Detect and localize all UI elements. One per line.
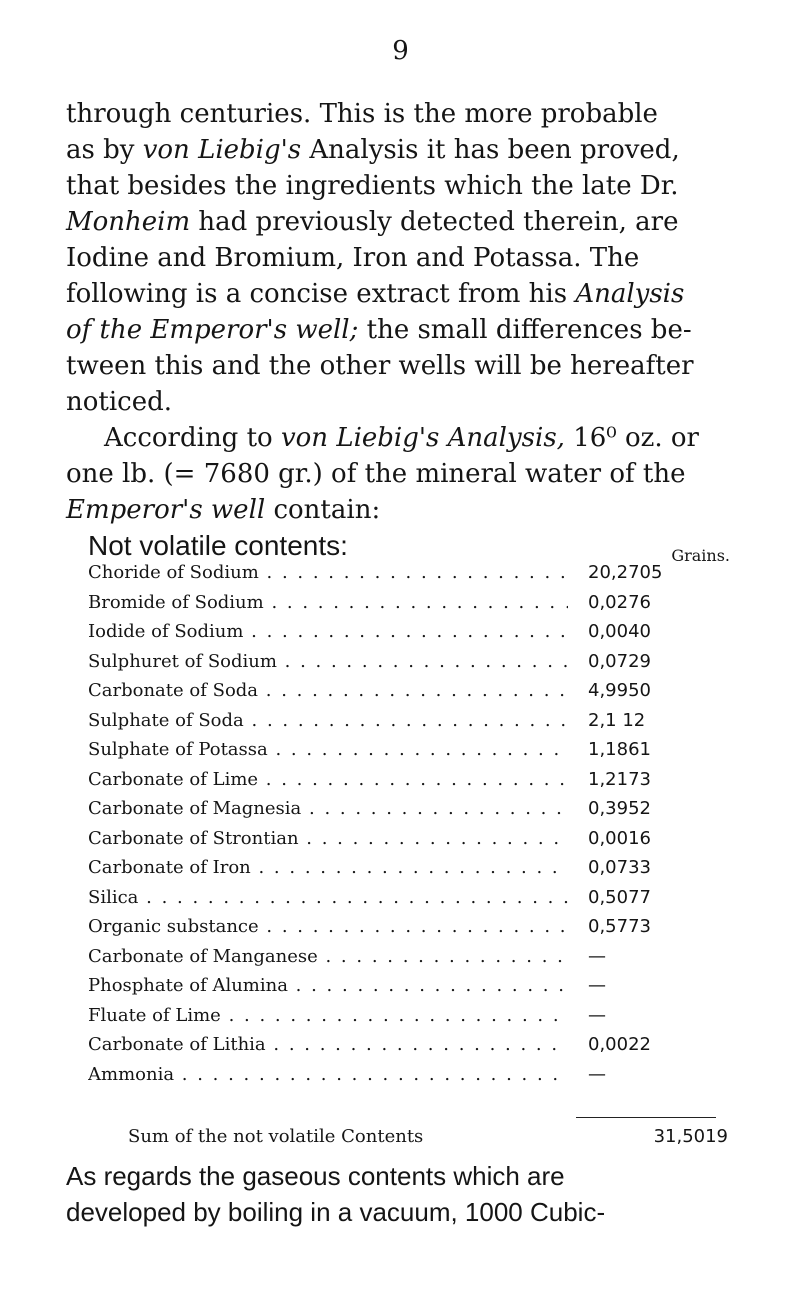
text-line [66,420,740,456]
text-span: developed by boiling in a vacuum, 1000 Cubic- [66,1197,606,1227]
text-span [66,132,680,168]
text-line [66,492,740,528]
grains-value: 1,1861 [588,739,651,760]
table-heading: Not volatile contents: [88,530,348,561]
work-title: Emperor's well [66,495,266,525]
contents-table [88,562,740,1093]
substance-name: Bromide of Sodium . . . [88,592,568,613]
grains-value: — [588,1063,606,1085]
table-row [88,798,740,828]
text-span [66,276,684,312]
grains-value: 2,1 12 [588,709,646,731]
substance-name: Carbonate of Strontian . . . [88,828,568,849]
text-span: that besides the ingredients which the late Dr. [66,171,679,201]
text-span: noticed. [66,387,173,417]
table-row [88,916,740,946]
text-span [66,204,679,240]
grains-value: 0,5773 [588,916,651,937]
table-row [88,562,740,592]
text-line [66,312,740,348]
text-line [66,456,740,492]
table-row [88,1064,740,1094]
table-row [88,651,740,681]
sum-value: 31,5019 [653,1126,728,1147]
table-heading-row [66,528,740,566]
substance-name: Phosphate of Alumina . . . [88,975,568,996]
text-line [66,96,740,132]
substance-name: Sulphuret of Sodium . . . [88,651,568,672]
table-row [88,1034,740,1064]
text-line [66,384,740,420]
text-span [104,420,699,456]
table-row [88,1005,740,1035]
table-row [88,828,740,858]
text-line [66,1158,740,1194]
grains-value: 0,0276 [588,591,651,613]
sum-rule-container [0,1117,801,1119]
text-span: 16⁰ oz. or [564,423,699,453]
table-row [88,857,740,887]
text-span: through centuries. This is the more probable [66,99,658,129]
substance-name: Carbonate of Iron . . . [88,857,568,878]
paragraph-closing [66,1158,740,1230]
text-span: contain: [265,495,381,525]
paragraph-intro [66,96,740,566]
text-line [66,168,740,204]
grains-value: 0,0040 [588,621,651,642]
substance-name: Carbonate of Lithia . . . [88,1034,568,1055]
text-span: tween this and the other wells will be hereafter [66,351,694,381]
page-number: 9 [392,36,409,66]
work-title: of the Emperor's well; [66,315,359,345]
unit-label: Grains. [671,546,730,565]
table-row [88,592,740,622]
text-span: Analysis it has been proved, [301,135,680,165]
text-line [66,132,740,168]
substance-name: Sulphate of Potassa . . . [88,739,568,760]
text-span: one lb. (= 7680 gr.) of the mineral water of the [66,459,686,489]
substance-name: Carbonate of Soda . . . [88,680,568,701]
grains-value: 1,2173 [588,768,651,790]
substance-name: Carbonate of Lime . . . [88,769,568,790]
table-row [88,710,740,740]
substance-name: Iodide of Sodium . . . [88,621,568,642]
grains-value: 0,0022 [588,1034,651,1055]
sum-label: Sum of the not volatile Contents [128,1126,424,1147]
table-row [88,769,740,799]
table-row [88,887,740,917]
grains-value: 4,9950 [588,680,651,701]
text-line [66,348,740,384]
work-title: Analysis [575,279,685,309]
text-line [66,240,740,276]
text-span [66,312,692,348]
grains-value: 0,0733 [588,857,651,878]
text-span: As regards the gaseous contents which are [66,1161,565,1191]
substance-name: Sulphate of Soda . . . [88,710,568,731]
grains-value: — [588,1004,606,1026]
substance-name: Ammonia . . . [88,1064,568,1085]
grains-value: 0,3952 [588,798,651,819]
text-span: the small differences be- [358,315,692,345]
grains-value: — [588,975,606,996]
text-span: Iodine and Bromium, Iron and Potassa. The [66,243,640,273]
sum-rule [576,1117,716,1118]
text-line [66,204,740,240]
text-span: had previously detected therein, are [190,207,679,237]
table-row [88,739,740,769]
substance-name: Carbonate of Magnesia . . . [88,798,568,819]
text-line [66,1194,740,1230]
work-title: von Liebig's Analysis, [280,423,565,453]
grains-value: 20,2705 [588,562,663,583]
substance-name: Fluate of Lime . . . [88,1005,568,1026]
text-span: following is a concise extract from his [66,279,576,309]
author-name: von Liebig's [142,135,302,165]
sum-row [128,1126,728,1147]
table-row [88,621,740,651]
text-span: According to [104,423,281,453]
table-row [88,680,740,710]
grains-value: — [588,945,606,967]
substance-name: Organic substance . . . [88,916,568,937]
grains-value: 0,0729 [588,650,651,672]
grains-value: 0,0016 [588,827,651,849]
table-row [88,946,740,976]
author-name: Monheim [66,207,191,237]
substance-name: Silica . . . [88,887,568,908]
table-row [88,975,740,1005]
grains-value: 0,5077 [588,886,651,908]
text-span: as by [66,135,143,165]
substance-name: Choride of Sodium . . . [88,562,568,583]
text-span [66,492,380,528]
text-line [66,276,740,312]
substance-name: Carbonate of Manganese . . . [88,946,568,967]
